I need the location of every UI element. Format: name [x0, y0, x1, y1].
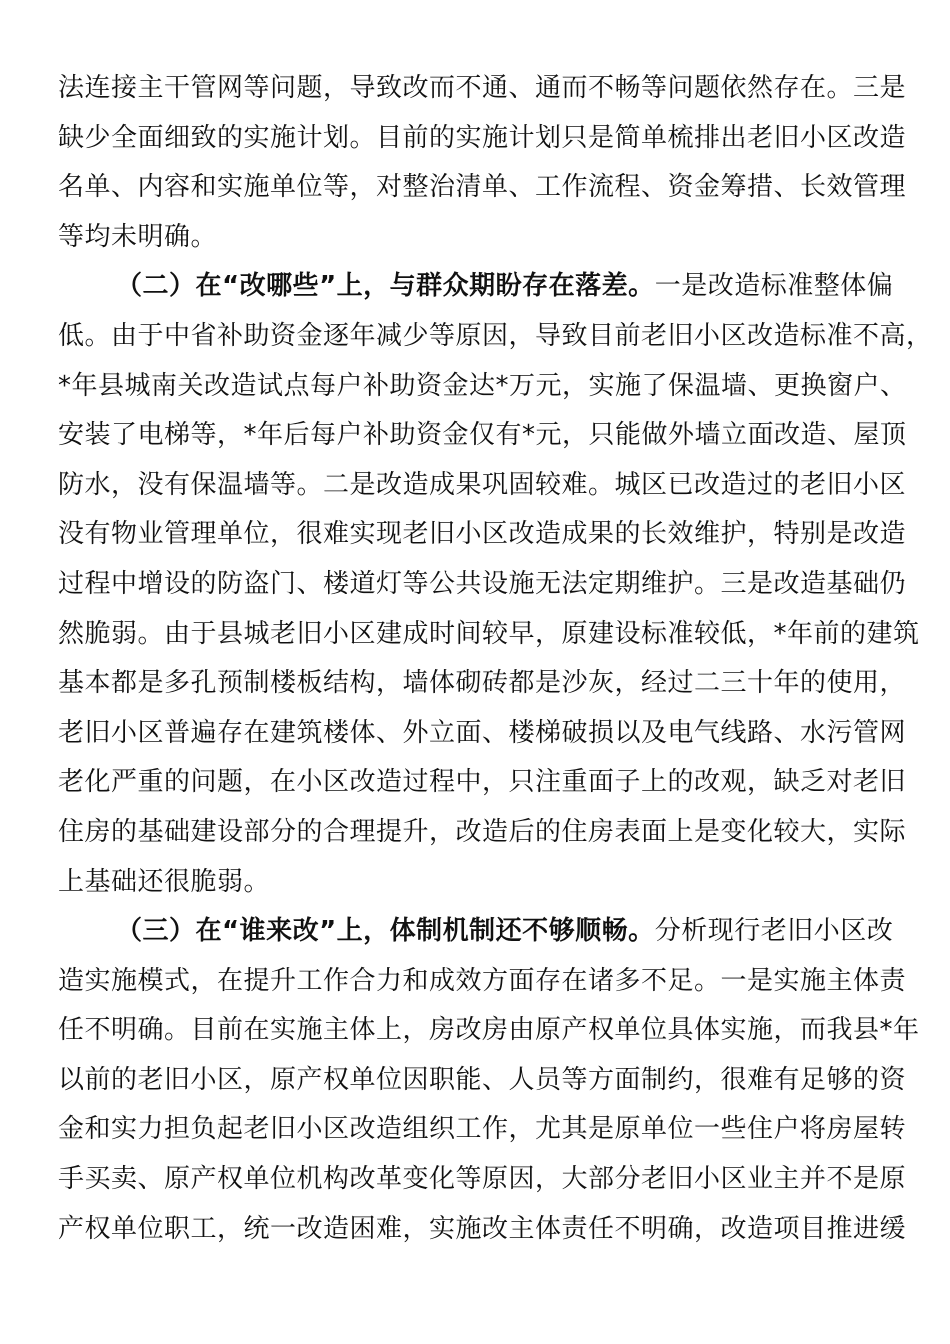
text-line: *年县城南关改造试点每户补助资金达*万元，实施了保温墙、更换窗户、 — [58, 370, 907, 401]
text-line: 等均未明确。 — [58, 221, 218, 252]
text-line: 金和实力担负起老旧小区改造组织工作，尤其是原单位一些住户将房屋转 — [58, 1114, 907, 1145]
text-line: 老化严重的问题，在小区改造过程中，只注重面子上的改观，缺乏对老旧 — [58, 767, 907, 798]
paragraph-heading-line — [58, 262, 898, 312]
text-line: 老旧小区普遍存在建筑楼体、外立面、楼梯破损以及电气线路、水污管网 — [58, 717, 907, 748]
document-body — [58, 64, 933, 1254]
text-line: 任不明确。目前在实施主体上，房改房由原产权单位具体实施，而我县*年 — [58, 1015, 920, 1046]
section-three-first-text: 分析现行老旧小区改 — [654, 916, 894, 947]
text-line: 防水，没有保温墙等。二是改造成果巩固较难。城区已改造过的老旧小区 — [58, 469, 907, 500]
section-heading-three: （三）在“谁来改”上，体制机制还不够顺畅。 — [116, 916, 655, 947]
section-heading-two: （二）在“改哪些”上，与群众期盼存在落差。 — [116, 271, 655, 302]
text-line: 没有物业管理单位，很难实现老旧小区改造成果的长效维护，特别是改造 — [58, 519, 907, 550]
section-two-first-text: 一是改造标准整体偏 — [654, 271, 894, 302]
text-line: 产权单位职工，统一改造困难，实施改主体责任不明确，改造项目推进缓 — [58, 1213, 907, 1244]
text-line: 上基础还很脆弱。 — [58, 866, 271, 897]
text-line: 手买卖、原产权单位机构改革变化等原因，大部分老旧小区业主并不是原 — [58, 1164, 907, 1195]
text-line: 过程中增设的防盗门、楼道灯等公共设施无法定期维护。三是改造基础仍 — [58, 568, 907, 599]
text-line: 低。由于中省补助资金逐年减少等原因，导致目前老旧小区改造标准不高， — [58, 320, 933, 351]
text-line: 法连接主干管网等问题，导致改而不通、通而不畅等问题依然存在。三是 — [58, 73, 907, 103]
text-line: 缺少全面细致的实施计划。目前的实施计划只是简单梳排出老旧小区改造 — [58, 122, 907, 153]
text-line: 造实施模式，在提升工作合力和成效方面存在诸多不足。一是实施主体责 — [58, 965, 907, 996]
text-line: 住房的基础建设部分的合理提升，改造后的住房表面上是变化较大，实际 — [58, 816, 907, 847]
text-line: 然脆弱。由于县城老旧小区建成时间较早，原建设标准较低，*年前的建筑 — [58, 618, 920, 649]
paragraph-heading-line — [58, 907, 898, 957]
text-line: 名单、内容和实施单位等，对整治清单、工作流程、资金筹措、长效管理 — [58, 172, 907, 203]
text-line: 以前的老旧小区，原产权单位因职能、人员等方面制约，很难有足够的资 — [58, 1064, 907, 1095]
text-line: 安装了电梯等，*年后每户补助资金仅有*元，只能做外墙立面改造、屋顶 — [58, 420, 907, 451]
text-line: 基本都是多孔预制楼板结构，墙体砌砖都是沙灰，经过二三十年的使用， — [58, 668, 907, 699]
